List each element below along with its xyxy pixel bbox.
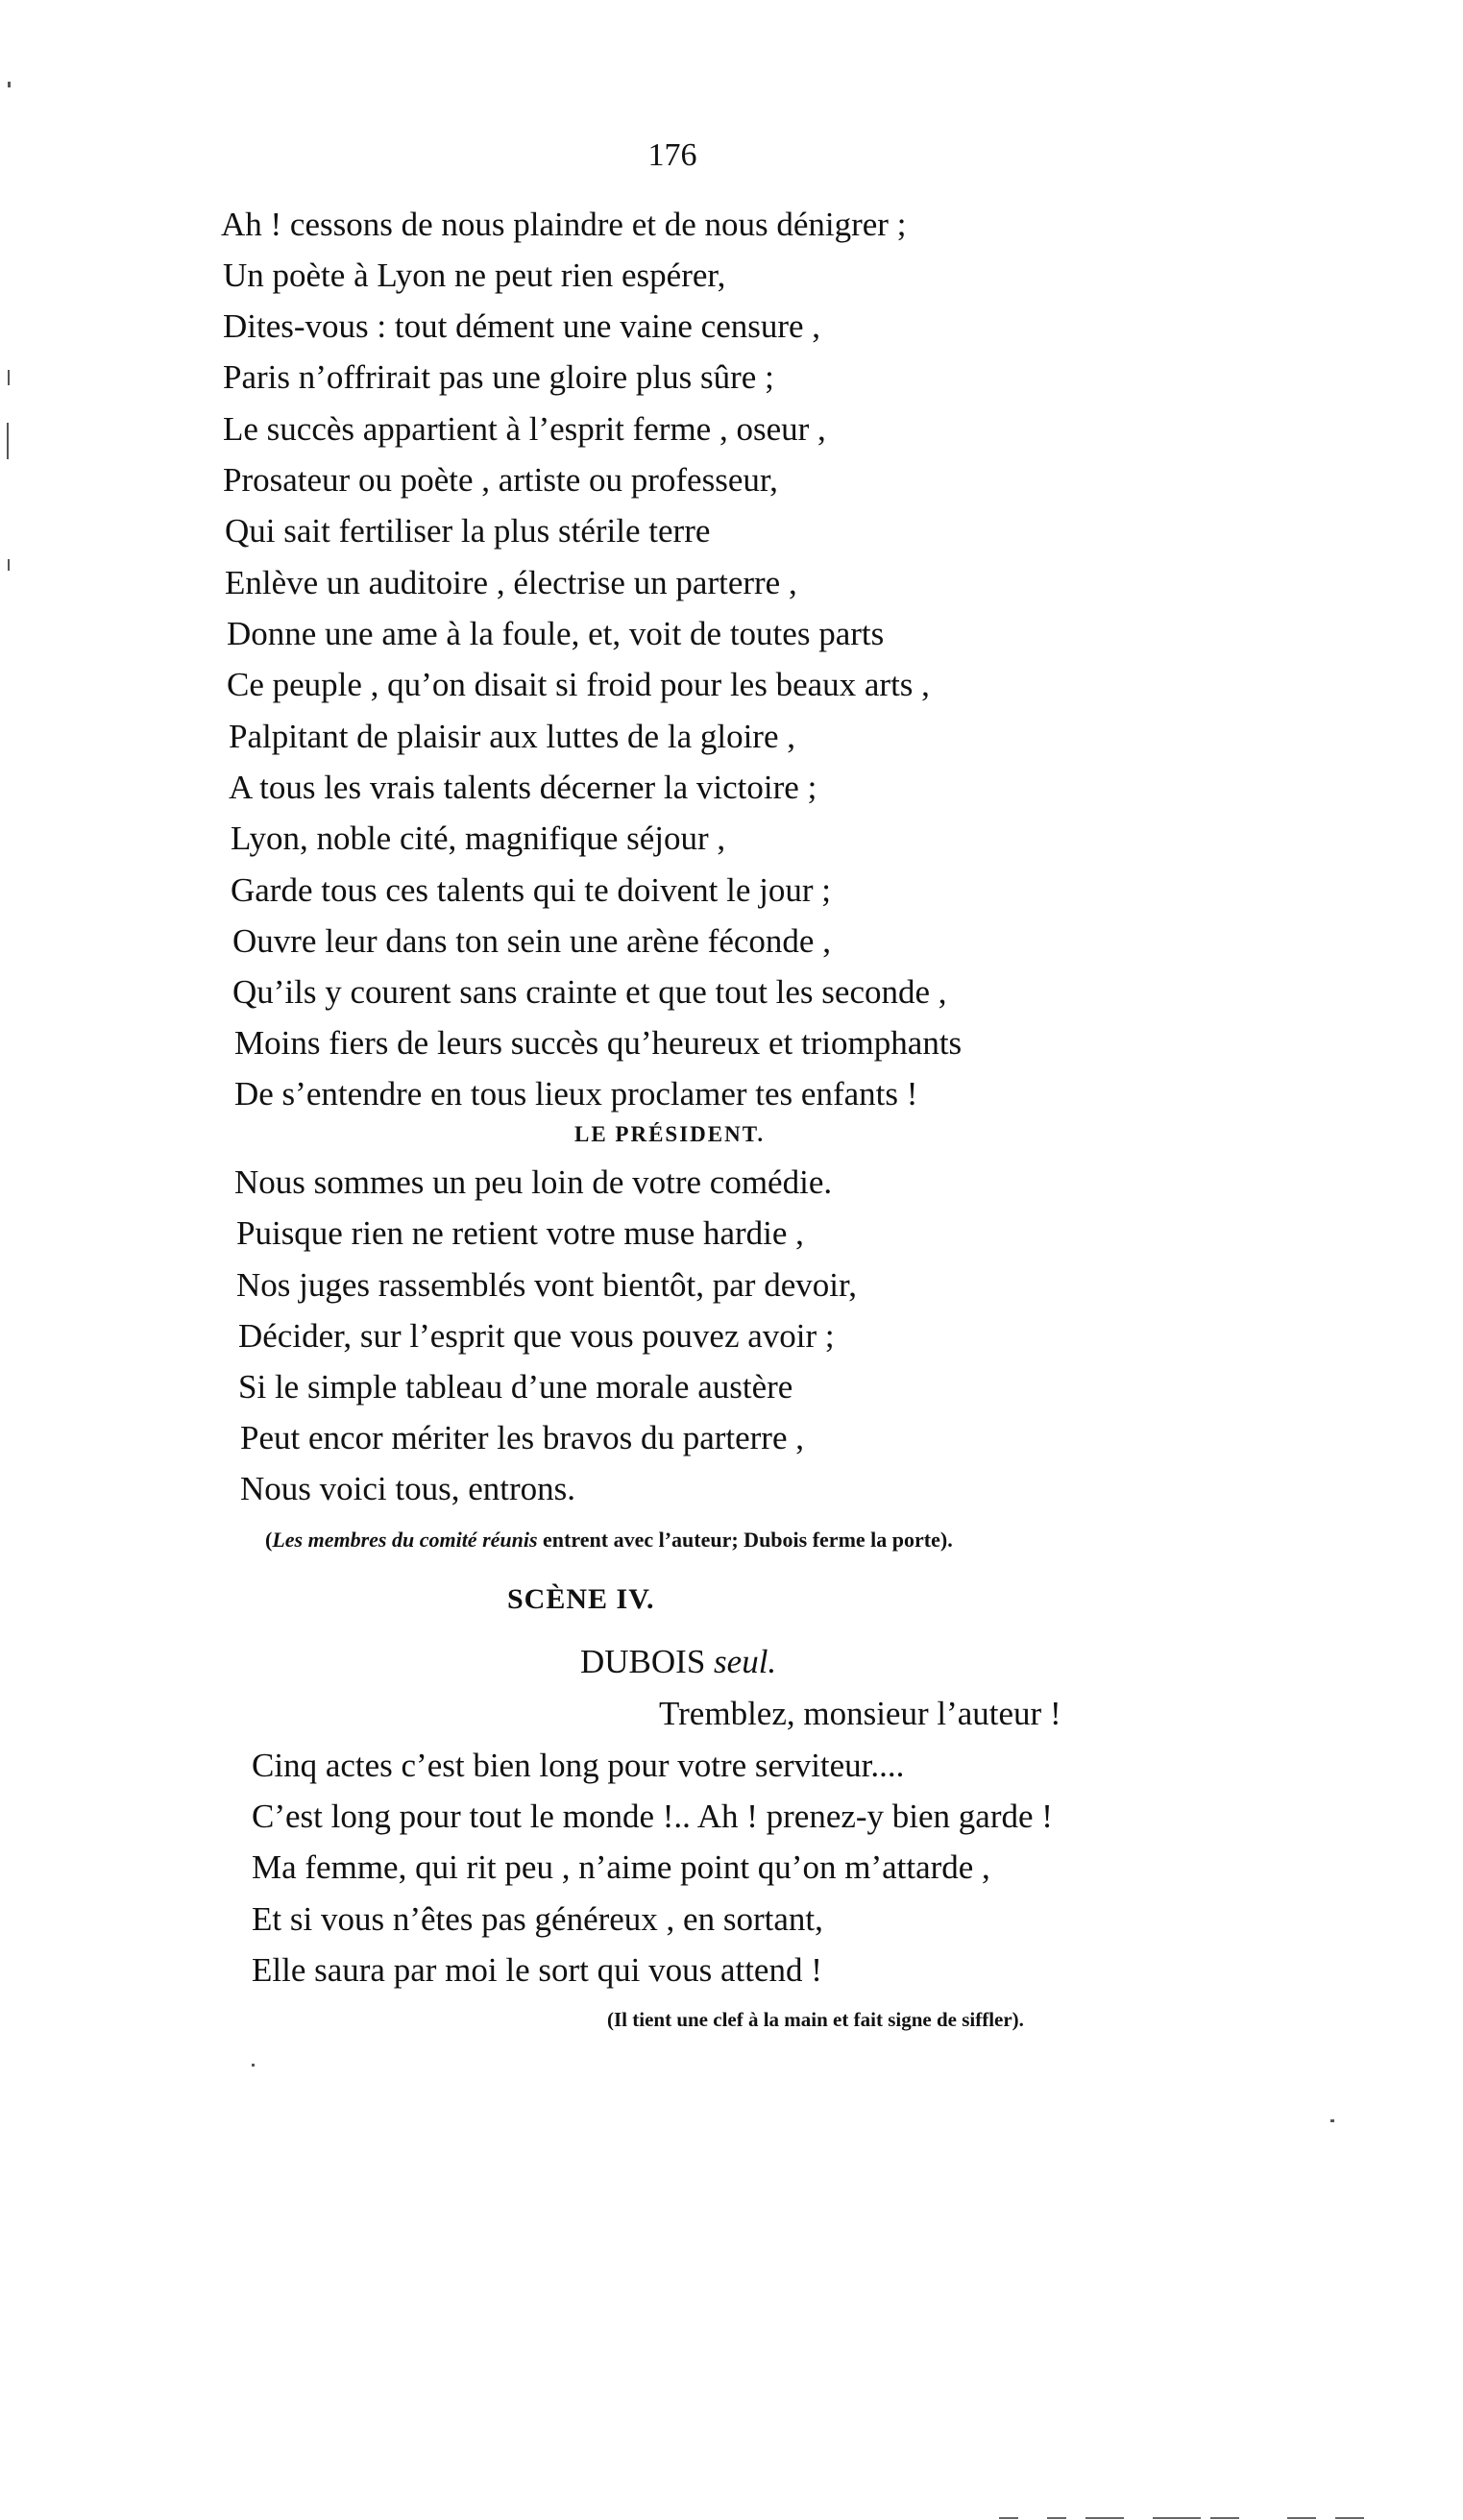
verse-line: Qu’ils y courent sans crainte et que tout les seconde ,	[232, 973, 947, 1011]
verse-line: Le succès appartient à l’esprit ferme , oseur ,	[223, 410, 826, 448]
verse-line: Moins fiers de leurs succès qu’heureux et triomphants	[234, 1024, 963, 1062]
scan-dash	[1287, 2517, 1316, 2519]
verse-line: Ah ! cessons de nous plaindre et de nous dénigrer ;	[221, 206, 907, 243]
scan-dash	[999, 2517, 1018, 2519]
verse-line: Paris n’offrirait pas une gloire plus sûre ;	[223, 358, 774, 396]
verse-line: Garde tous ces talents qui te doivent le jour ;	[231, 871, 831, 909]
speaker-label: LE PRÉSIDENT.	[574, 1122, 766, 1146]
character-heading: DUBOIS seul.	[580, 1643, 777, 1680]
verse-line: Nos juges rassemblés vont bientôt, par devoir,	[236, 1266, 857, 1304]
verse-line: Enlève un auditoire , électrise un parterre ,	[225, 564, 797, 601]
scene-title: SCÈNE IV.	[507, 1583, 655, 1615]
stage-direction: (Les membres du comité réunis entrent avec l’auteur; Dubois ferme la porte).	[265, 1528, 953, 1552]
verse-line: Palpitant de plaisir aux luttes de la gloire ,	[229, 718, 795, 755]
scan-dash	[1210, 2517, 1239, 2519]
verse-line: Ouvre leur dans ton sein une arène féconde ,	[232, 922, 831, 960]
verse-line: Nous voici tous, entrons.	[240, 1470, 576, 1507]
scan-speck	[8, 559, 10, 571]
scan-dash	[1085, 2517, 1124, 2519]
verse-line: Peut encor mériter les bravos du parterre ,	[240, 1419, 804, 1456]
scan-speck	[252, 2064, 255, 2067]
verse-line: C’est long pour tout le monde !.. Ah ! prenez-y bien garde !	[252, 1798, 1053, 1835]
scan-dash	[1153, 2517, 1201, 2519]
verse-line: Décider, sur l’esprit que vous pouvez avoir ;	[238, 1317, 835, 1355]
scan-speck	[7, 423, 9, 459]
scan-speck	[8, 370, 10, 385]
page-number: 176	[647, 137, 697, 173]
scan-dash	[1047, 2517, 1066, 2519]
verse-line: Un poète à Lyon ne peut rien espérer,	[223, 257, 726, 294]
verse-line: Prosateur ou poète , artiste ou professeur,	[223, 461, 778, 499]
scan-speck	[8, 82, 11, 87]
verse-line: De s’entendre en tous lieux proclamer tes enfants !	[234, 1075, 918, 1113]
verse-line: A tous les vrais talents décerner la victoire ;	[229, 769, 817, 806]
verse-line: Dites-vous : tout dément une vaine censure ,	[223, 307, 821, 345]
verse-line: Tremblez, monsieur l’auteur !	[659, 1695, 1061, 1732]
scan-dash	[1335, 2517, 1364, 2519]
scan-speck	[1330, 2119, 1334, 2122]
verse-line: Donne une ame à la foule, et, voit de toutes parts	[227, 615, 885, 652]
verse-line: Qui sait fertiliser la plus stérile terre	[225, 512, 711, 550]
verse-line: Et si vous n’êtes pas généreux , en sortant,	[252, 1900, 823, 1938]
verse-line: Elle saura par moi le sort qui vous attend !	[252, 1951, 822, 1989]
verse-line: Nous sommes un peu loin de votre comédie.	[234, 1163, 833, 1201]
verse-line: Lyon, noble cité, magnifique séjour ,	[231, 820, 726, 857]
stage-direction: (Il tient une clef à la main et fait signe de siffler).	[607, 2008, 1024, 2031]
verse-line: Puisque rien ne retient votre muse hardie ,	[236, 1214, 804, 1252]
verse-line: Cinq actes c’est bien long pour votre serviteur....	[252, 1747, 905, 1784]
verse-line: Ce peuple , qu’on disait si froid pour les beaux arts ,	[227, 666, 930, 703]
verse-line: Ma femme, qui rit peu , n’aime point qu’on m’attarde ,	[252, 1848, 990, 1886]
verse-line: Si le simple tableau d’une morale austère	[238, 1368, 793, 1406]
